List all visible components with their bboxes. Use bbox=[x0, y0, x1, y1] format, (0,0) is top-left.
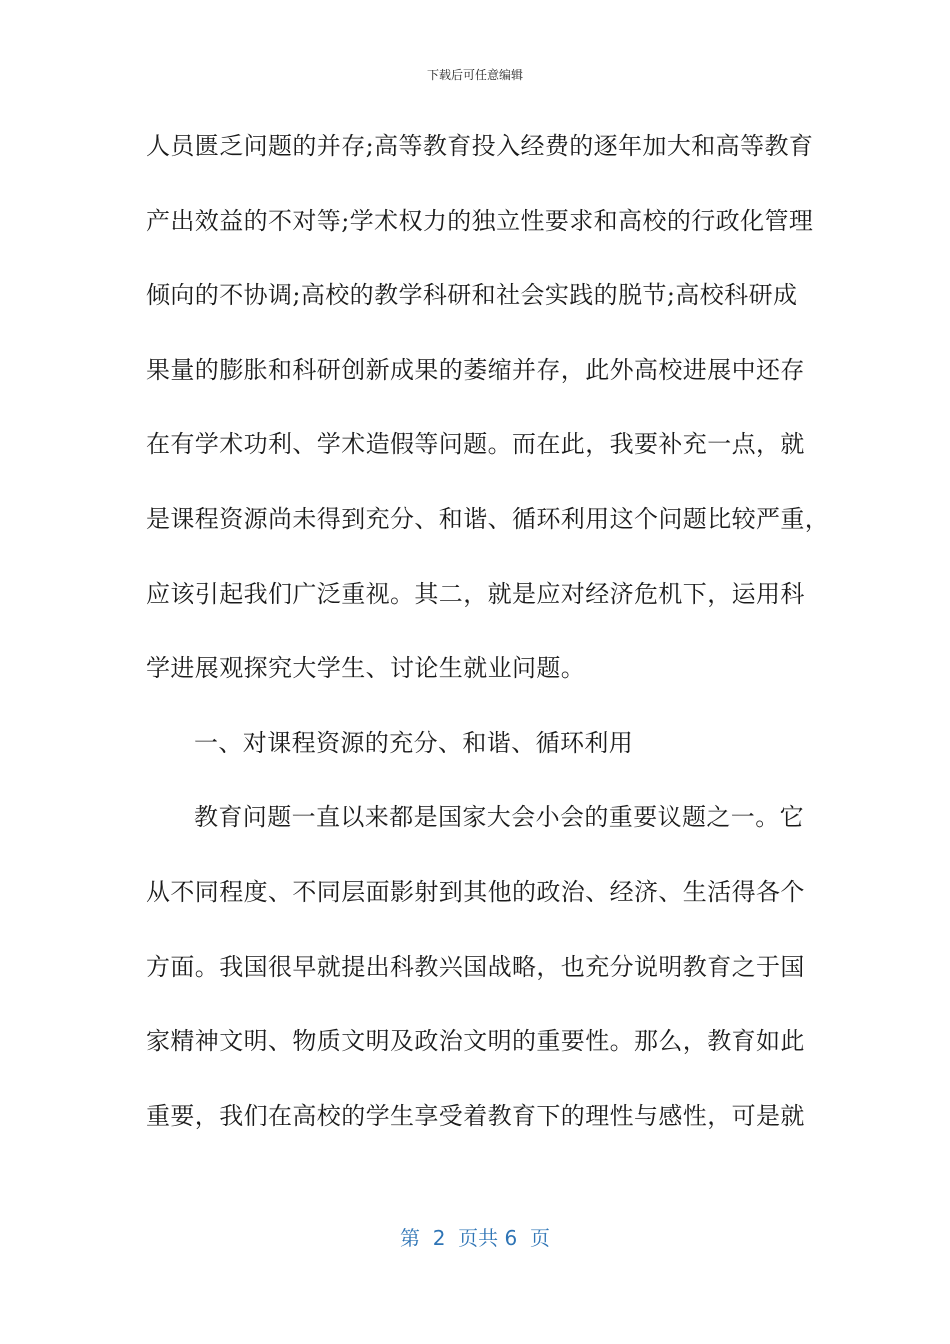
page-number: 第 2 页共 6 页 bbox=[400, 1226, 550, 1250]
text-line: 人员匮乏问题的并存;高等教育投入经费的逐年加大和高等教育 bbox=[146, 132, 814, 160]
text-line: 从不同程度、不同层面影射到其他的政治、经济、生活得各个 bbox=[146, 877, 805, 906]
text-line: 果量的膨胀和科研创新成果的萎缩并存，此外高校进展中还存 bbox=[146, 355, 805, 384]
text-line: 应该引起我们广泛重视。其二，就是应对经济危机下，运用科 bbox=[146, 579, 805, 608]
section-heading: 一、对课程资源的充分、和谐、循环利用 bbox=[194, 728, 634, 757]
text-line: 倾向的不协调;高校的教学科研和社会实践的脱节;高校科研成 bbox=[146, 281, 798, 310]
download-note: 下载后可任意编辑 bbox=[426, 68, 523, 82]
text-line: 学进展观探究大学生、讨论生就业问题。 bbox=[146, 654, 586, 683]
text-line: 在有学术功利、学术造假等问题。而在此，我要补充一点，就 bbox=[146, 430, 805, 459]
text-line: 重要，我们在高校的学生享受着教育下的理性与感性，可是就 bbox=[146, 1101, 805, 1130]
text-line: 方面。我国很早就提出科教兴国战略，也充分说明教育之于国 bbox=[146, 952, 805, 981]
text-line: 家精神文明、物质文明及政治文明的重要性。那么，教育如此 bbox=[146, 1027, 805, 1056]
document-body bbox=[146, 120, 830, 1164]
text-line: 产出效益的不对等;学术权力的独立性要求和高校的行政化管理 bbox=[146, 206, 814, 235]
text-line: 教育问题一直以来都是国家大会小会的重要议题之一。它 bbox=[194, 803, 804, 832]
text-line: 是课程资源尚未得到充分、和谐、循环利用这个问题比较严重， bbox=[146, 504, 830, 533]
